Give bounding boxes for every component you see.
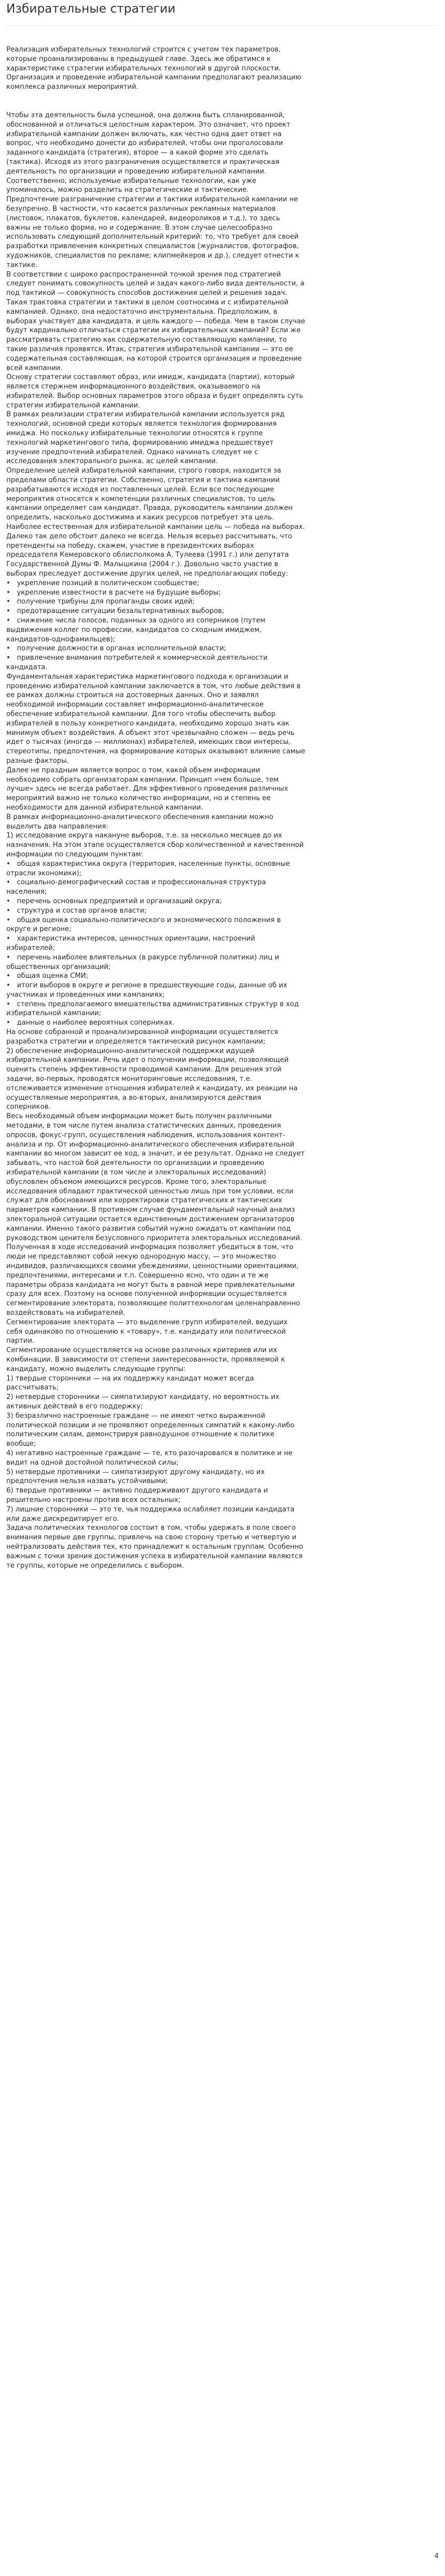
bullet-item <box>6 860 306 878</box>
bullet-item <box>6 644 306 653</box>
bullet-text: общая характеристика округа (территория, населенные пункты, основные отрасли экономики); <box>6 860 290 877</box>
bullet-item <box>6 981 306 1000</box>
bullet-item <box>6 1018 306 1028</box>
intro-paragraph: Реализация избирательных технологий строится с учетом тех параметров, которые проанализированы в предыдущей главе. Здесь же обратимся к характеристике стратегии избирательных технологий в другой плоскости. Организация и проведение избирательной кампании предполагают реализацию комплекса различных мероприятий. <box>6 46 302 91</box>
body-paragraph: Далее не праздным является вопрос о том, какой объем информации необходимо собрать организаторам кампании. Принцип «чем больше, тем лучше» здесь не всегда работает. Для эффективного проведения различных мероприятий важно не только количество информации, но и степень ее необходимости для данной избирательной кампании. <box>6 766 288 812</box>
document-body <box>6 45 306 1570</box>
bullet-dot-icon: • <box>6 645 17 653</box>
section-district-list <box>6 860 306 1028</box>
bullet-item <box>6 972 306 981</box>
bullet-item <box>6 906 306 916</box>
bullet-item <box>6 878 306 897</box>
bullet-text: структура и состав органов власти; <box>17 906 147 915</box>
body-paragraph: Сегментирование осуществляется на основе различных критериев или их комбинации. В зависимости от степени заинтересованности, проявляемой к кандидату, можно выделить следующие группы: <box>6 1346 285 1373</box>
body-paragraph: 7) лишние сторонники — это те, чья поддержка ослабляет позиции кандидата или даже дискредитирует его. <box>6 1505 295 1523</box>
body-paragraph: 5) нетвердые противники — симпатизируют другому кандидату, но их предпочтения нельзя назвать устойчивыми; <box>6 1468 265 1486</box>
bullet-text: общая оценка СМИ; <box>17 972 88 980</box>
body-paragraph: Сегментирование электората — это выделение групп избирателей, ведущих себя одинаково по отношению к «товару», т.е. кандидату или политической партии. <box>6 1318 288 1345</box>
bullet-dot-icon: • <box>6 982 17 990</box>
bullet-text: характеристика интересов, ценностных ориентации, настроений избирателей; <box>6 935 255 952</box>
bullet-dot-icon: • <box>6 654 17 662</box>
page-title: Избирательные стратегии <box>6 2 175 16</box>
body-paragraph: В соответствии с широко распространенной точкой зрения под стратегией следует понимать совокупность целей и задач какого-либо вида деятельности, а под тактикой — совокупность способов достижения целей и решения задач. Такая трактовка стратегии и тактики в целом соотносима и с избирательной кампанией. Однако, она недостаточно инструментальна. Предположим, в выборах участвует два кандидата, и цель каждого — победа. Чем в таком случае будут кардинально отличаться стратегии их избирательных кампаний? Если же рассматривать стратегию как содержательную составляющую кампании, то такие различия проявятся. Итак, стратегия избирательной кампании — это ее содержательная составляющая, на которой строится организация и проведение всей кампании. <box>6 270 305 372</box>
bullet-text: снижение числа голосов, поданных за одного из соперников (путем выдвижения коллег по профессии, кандидатов со сходным имиджем, кандидатов-однофамильцев); <box>6 617 266 643</box>
body-paragraph: В рамках реализации стратегии избирательной кампании используется ряд технологий, основной среди которых является технология формирования имиджа. Но поскольку избирательные технологии относятся к группе технологий маркетингового типа, формированию имиджа предшествует изучение предпочтений избирателей. Однако начинать следует не с исследования электорального рынка, ас целей кампании. <box>6 411 285 466</box>
body-paragraph: Предпочтение разграничение стратегии и тактики избирательной кампании не безупречно. В частности, что касается различных рекламных материалов (листовок, плакатов, буклетов, календарей, видеороликов и т.д.), то здесь важны не только форма, но и содержание. В этом случае целесообразно использовать следующий дополнительный критерий: то, что требует для своей разработки привлечения конкретных специалистов (журналистов, фотографов, художников, специалистов по рекламе; клипмейкеров и др.), следует отнести к тактике. <box>6 196 299 269</box>
bullet-text: получение трибуны для пропаганды своих идей; <box>17 598 195 606</box>
bullet-text: данные о наиболее вероятных соперниках. <box>17 1019 175 1027</box>
bullet-dot-icon: • <box>6 1019 17 1027</box>
page-number: 4 <box>434 2552 439 2560</box>
bullet-text: перечень наиболее влиятельных (в ракурсе публичной политики) лиц и общественных организаций; <box>6 953 280 971</box>
bullet-dot-icon: • <box>6 598 17 606</box>
body-paragraph: На основе собранной и проанализированной информации осуществляется разработка стратегии и определяется тактический рисунок кампании; <box>6 1028 278 1046</box>
body-paragraph: В рамках информационно-аналитического обеспечения кампании можно выделить два направления: <box>6 813 274 831</box>
bullet-item <box>6 916 306 935</box>
body-paragraph: Наиболее естественная для избирательной кампании цель — победа на выборах. Далеко так дело обстоит далеко не всегда. Нельзя всерьез рассчитывать, что претенденты на победу, скажем, участие в президентских выборах председателя Кемеровского облисполкома А. Тулеева (1991 г.) или депутата Государственной Думы Ф. Малышкина (2004 г.). Довольно часто участие в выборах преследует достижение других целей, не предполагающих победу: <box>6 523 305 578</box>
body-paragraph: Полученная в ходе исследований информация позволяет убедиться в том, что люди не представляют собой некую однородную массу, — это множество индивидов, различающихся своими убеждениями, ценностными ориентациями, предпочтениями, интересами и т.п. Совершенно ясно, что один и те же параметры образа кандидата не могут быть в равной мере привлекательными сразу для всех. Поэтому на основе полученной информации осуществляется сегментирование электората, позволяющее политтехнологам целенаправленно воздействовать на избирателей. <box>6 1243 301 1317</box>
bullet-item <box>6 588 306 598</box>
body-paragraph: Определение целей избирательной кампании, строго говоря, находится за пределами области стратегии. Собственно, стратегия и тактика кампании разрабатываются исходя из поставленных целей. Если все последующие мероприятия относятся к компетенции различных специалистов, то цель кампании определяет сам кандидат. Правда, руководитель кампании должен определить, насколько достижима и каких ресурсов потребует эта цель. <box>6 467 293 522</box>
bullet-text: укрепление известности в расчете на будущие выборы; <box>17 588 221 597</box>
bullet-text: социально-демографический состав и профессиональная структура населения; <box>6 878 266 896</box>
body-paragraph: Фундаментальная характеристика маркетингового подхода к организации и проведению избирательной кампании заключается в том, что любые действия в ее рамках должны строиться на достоверных данных. Оно и заявлял необходимой информации составляет информационно-аналитическое обеспечение избирательной кампании. Для того чтобы обеспечить выбор избирателей в пользу конкретного кандидата, необходимо хорошо знать как минимум объект воздействия. А объект этот чрезвычайно сложен — ведь речь идет о тысячах (иногда — миллионах) избирателей, имеющих свои интересы, стереотипы, предпочтения, на формирование которых оказывают влияние самые разные факторы. <box>6 672 305 765</box>
bullet-dot-icon: • <box>6 878 17 887</box>
bullet-dot-icon: • <box>6 607 17 616</box>
bullet-item <box>6 607 306 616</box>
bullet-item <box>6 597 306 607</box>
bullet-dot-icon: • <box>6 906 17 915</box>
section-information <box>6 672 306 860</box>
bullet-dot-icon: • <box>6 617 17 625</box>
body-paragraph: Чтобы эта деятельность была успешной, она должна быть спланированной, обоснованной и отличаться целостным характером. Это означает, что проект избирательной кампании должен включать, как честно одна дает ответ на вопрос, что необходимо донести до избирателей, чтобы они проголосовали заданного кандидата (стратегия), второе — а какой форме это сделать (тактика). Исходя из этого разграничения осуществляется и практическая деятельность по организации и проведению избирательной кампании. Соответственно, используемые избирательные технологии, как уже упоминалось, можно разделить на стратегические и тактические. <box>6 111 291 195</box>
section-segmentation <box>6 1028 306 1570</box>
bullet-text: привлечение внимания потребителей к коммерческой деятельности кандидата. <box>6 654 268 671</box>
bullet-item <box>6 616 306 644</box>
body-paragraph: Задача политических технологов состоит в том, чтобы удержать в поле своего внимания первые две группы, привлечь на свою сторону третью и четвертую и нейтрализовать действия тех, кто принадлежит к остальным группам. Особенно важным с точки зрения достижения успеха в избирательной кампании являются те группы, которые не определились с выбором. <box>6 1524 303 1570</box>
bullet-dot-icon: • <box>6 1000 17 1008</box>
bullet-text: получение должности в органах исполнительной власти; <box>17 645 226 653</box>
bullet-item <box>6 1000 306 1019</box>
title-divider <box>6 25 439 26</box>
bullet-text: укрепление позиций в политическом сообществе; <box>17 579 200 587</box>
bullet-dot-icon: • <box>6 860 17 868</box>
bullet-item <box>6 953 306 972</box>
bullet-item <box>6 897 306 906</box>
section-goals-list <box>6 579 306 672</box>
body-paragraph: 2) нетвердые сторонники — симпатизируют кандидату, но вероятность их активных действий в его поддержку; <box>6 1393 280 1410</box>
bullet-dot-icon: • <box>6 935 17 943</box>
bullet-item <box>6 579 306 588</box>
bullet-dot-icon: • <box>6 897 17 905</box>
bullet-item <box>6 934 306 953</box>
body-paragraph: 6) твердые противники — активно поддерживают другого кандидата и решительно настроены против всех остальных; <box>6 1487 268 1504</box>
bullet-text: предотвращение ситуации безальтернативных выборов; <box>17 607 224 616</box>
bullet-text: итоги выборов в округе и регионе в предшествующие годы, данные об их участниках и проведенных ими кампаниях; <box>6 982 287 999</box>
section-strategy <box>6 111 306 579</box>
bullet-dot-icon: • <box>6 579 17 587</box>
body-paragraph: 3) безразлично настроенные граждане — не имеют четко выраженной политической позиции и не проявляют определенных симпатий к какому-либо политическим силам, демонстрируя равнодушное отношение к политике вообще; <box>6 1412 295 1448</box>
body-paragraph: 1) твердые сторонники — на их поддержку кандидат может всегда рассчитывать; <box>6 1374 254 1392</box>
bullet-text: степень предполагаемого вмешательства административных структур в ход избирательной кампании; <box>6 1000 299 1018</box>
bullet-dot-icon: • <box>6 588 17 597</box>
body-paragraph: 1) исследование округа накануне выборов, т.е. за несколько месяцев до их назначения. На этом этапе осуществляется сбор количественной и качественной информации по следующим пунктам: <box>6 832 304 858</box>
bullet-dot-icon: • <box>6 972 17 980</box>
bullet-dot-icon: • <box>6 953 17 962</box>
bullet-text: перечень основных предприятий и организаций округа; <box>17 897 222 905</box>
body-paragraph: Основу стратегии составляют образ, или имидж, кандидата (партии), который является стержнем информационного воздействия, оказываемого на избирателей. Выбор основных параметров этого образа и будет определять суть стратегии избирательной кампании. <box>6 373 304 410</box>
bullet-dot-icon: • <box>6 916 17 924</box>
body-paragraph: 4) негативно настроенные граждане — те, кто разочаровался в политике и не видит на одной достойной политической силы; <box>6 1449 293 1467</box>
body-paragraph: 2) обеспечение информационно-аналитической поддержки идущей избирательной кампании. Речь идет о получении информации, позволяющей оценить степень эффективности проводимой кампании. Для решения этой задачи, во-первых, проводятся мониторинговые исследования, т.е. отслеживается изменение отношения избирателей к кандидату, их реакции на осуществляемые мероприятия, а во-вторых, анализируются действия соперников. <box>6 1047 298 1111</box>
body-paragraph: Весь необходимый объем информации может быть получен различными методами, в том числе путем анализа статистических данных, проведения опросов, фокус-групп, осуществления наблюдения, использования контент-анализа и пр. От информационно-аналитического обеспечения избирательной кампании во многом зависит ее ход, а значит, и ее результат. Однако не следует забывать, что настой бой деятельности по организации и проведению избирательной кампании (в том числе и электоральных исследований) обусловлен объемом имеющихся ресурсов. Кроме того, электоральные исследования обладают практической ценностью лишь при том условии, если служат для обоснования или корректировки стратегических и тактических параметров кампании. В противном случае фундаментальный научный анализ электоральной ситуации остается единственным достижением организаторов кампании. Именно такого развития событий нужно ожидать от кампании под руководством ценителя безусловного приоритета электоральных исследований. <box>6 1112 305 1242</box>
bullet-item <box>6 653 306 672</box>
bullet-text: общая оценка социально-политического и экономического положения в округе и регионе; <box>6 916 281 934</box>
